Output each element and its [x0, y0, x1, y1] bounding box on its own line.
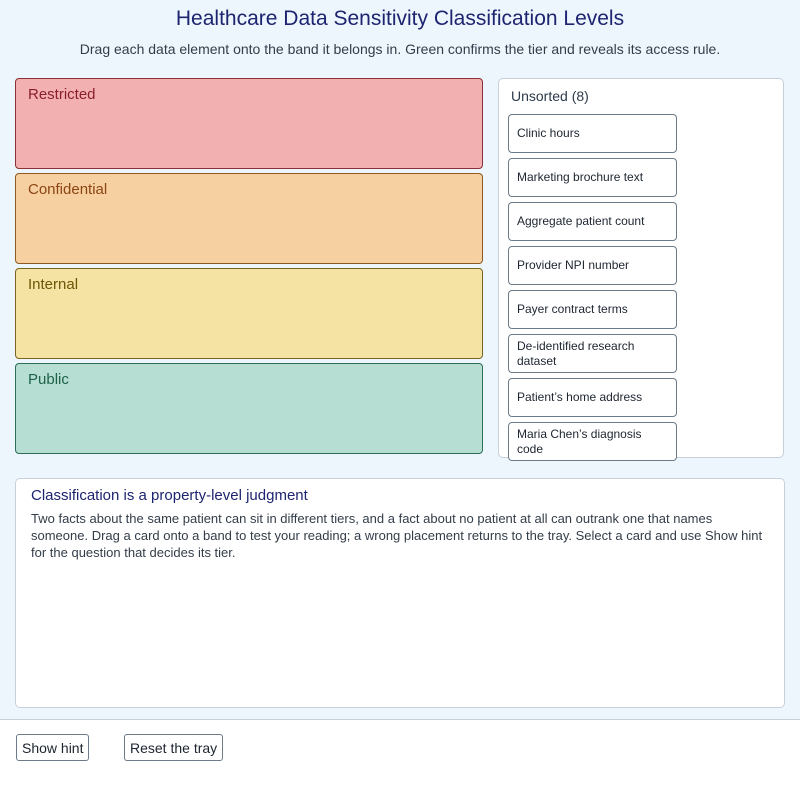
card-maria-chen-diagnosis-code[interactable] [508, 422, 677, 461]
card-label: Clinic hours [517, 126, 580, 140]
band-label-internal: Internal [28, 276, 79, 293]
band-confidential[interactable] [15, 173, 483, 264]
card-patients-home-address[interactable] [508, 378, 677, 417]
band-internal[interactable] [15, 268, 483, 359]
page-instructions: Drag each data element onto the band it belongs in. Green confirms the tier and reveals its access rule. [79, 41, 721, 57]
feedback-title: Classification is a property-level judgment [31, 487, 308, 504]
card-label: De-identified research dataset [517, 338, 635, 368]
card-de-identified-research-dataset[interactable] [508, 334, 677, 373]
tray-card-list [508, 114, 678, 466]
band-label-restricted: Restricted [28, 86, 96, 103]
feedback-body: Two facts about the same patient can sit in different tiers, and a fact about no patient at all can outrank one that names someone. Drag a card onto a band to test your reading; a wrong placement returns to the tray. Select a card and use Show hint for the question that decides its tier. [31, 511, 763, 560]
card-marketing-brochure-text[interactable] [508, 158, 677, 197]
band-restricted[interactable] [15, 78, 483, 169]
band-label-confidential: Confidential [28, 181, 108, 198]
card-clinic-hours[interactable] [508, 114, 677, 153]
card-label: Marketing brochure text [517, 170, 644, 184]
show-hint-button[interactable]: Show hint [16, 734, 89, 761]
card-label: Patient’s home address [517, 390, 643, 404]
card-label: Payer contract terms [517, 302, 628, 316]
card-label: Maria Chen’s diagnosis code [517, 426, 642, 456]
card-provider-npi-number[interactable] [508, 246, 677, 285]
card-label: Provider NPI number [517, 258, 630, 272]
band-public[interactable] [15, 363, 483, 454]
control-bar [0, 719, 800, 800]
tray-heading: Unsorted (8) [511, 88, 589, 104]
classification-bands [15, 78, 483, 458]
page-title: Healthcare Data Sensitivity Classification Levels [175, 7, 625, 30]
feedback-panel [15, 478, 785, 708]
card-label: Aggregate patient count [517, 214, 645, 228]
reset-tray-button[interactable]: Reset the tray [124, 734, 223, 761]
card-payer-contract-terms[interactable] [508, 290, 677, 329]
band-label-public: Public [28, 371, 69, 388]
unsorted-tray[interactable] [498, 78, 784, 458]
card-aggregate-patient-count[interactable] [508, 202, 677, 241]
